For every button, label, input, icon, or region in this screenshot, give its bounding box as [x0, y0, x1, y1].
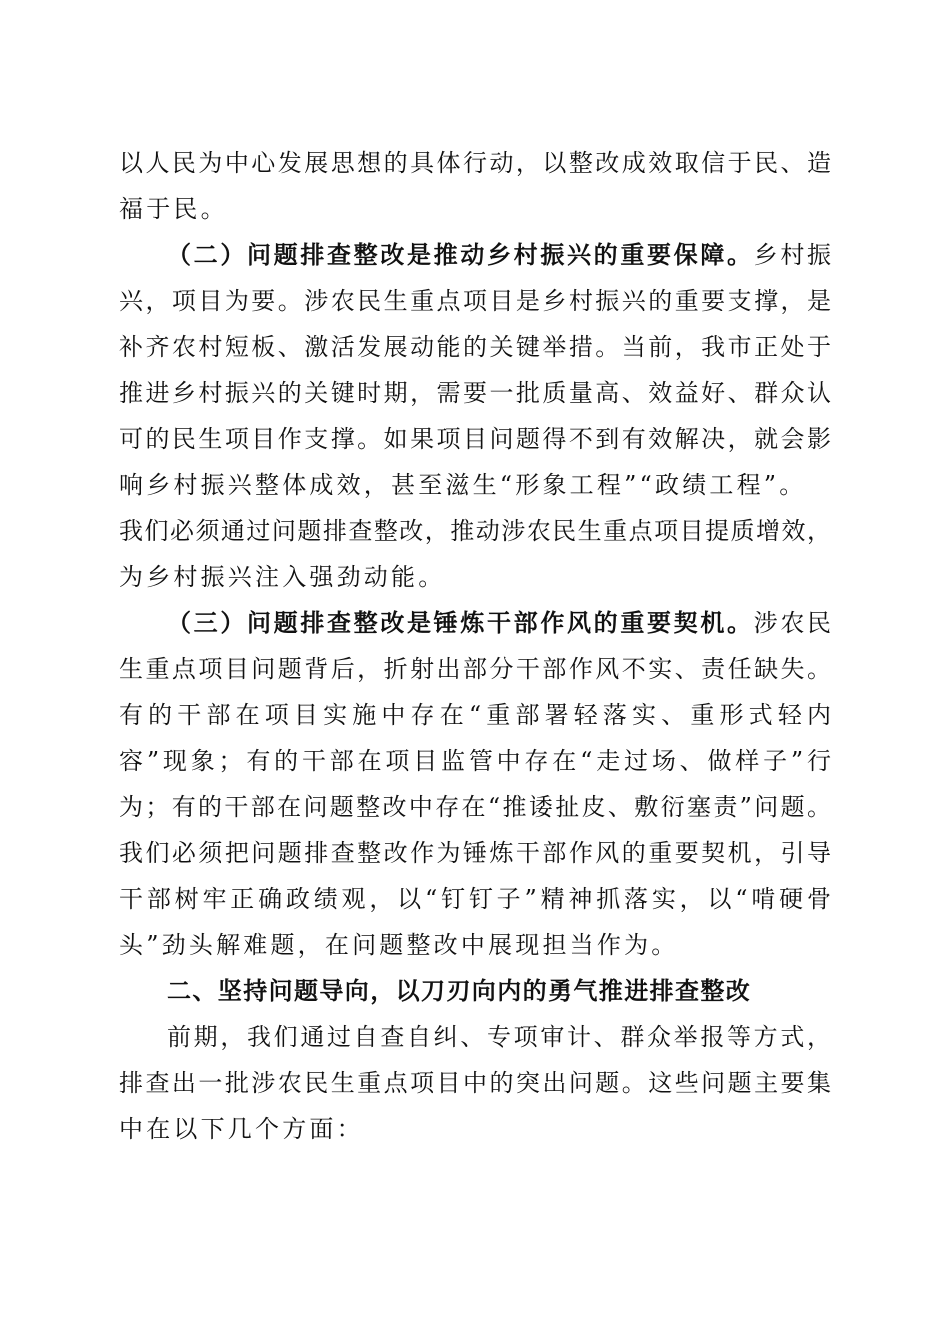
section-2-lead-rest: 乡村振 — [753, 241, 832, 269]
section-2-lead-bold: （二）问题排查整改是推动乡村振兴的重要保障。 — [167, 240, 754, 269]
paragraph-section-2 — [119, 232, 831, 600]
text-line: 推进乡村振兴的关键时期，需要一批质量高、效益好、群众认 — [119, 379, 831, 407]
text-line: 前期，我们通过自查自纠、专项审计、群众举报等方式， — [167, 1023, 831, 1051]
paragraph-continuation — [119, 140, 831, 232]
text-line: 我们必须通过问题排查整改，推动涉农民生重点项目提质增效， — [119, 517, 831, 545]
text-line: 容”现象；有的干部在项目监管中存在“走过场、做样子”行 — [119, 747, 831, 775]
text-line: 为乡村振兴注入强劲动能。 — [119, 563, 446, 591]
text-line: 有的干部在项目实施中存在“重部署轻落实、重形式轻内 — [119, 701, 831, 729]
text-line: 可的民生项目作支撑。如果项目问题得不到有效解决，就会影 — [119, 425, 831, 453]
text-line: 排查出一批涉农民生重点项目中的突出问题。这些问题主要集 — [119, 1069, 831, 1097]
text-line-lead — [119, 600, 831, 646]
document-body — [119, 140, 831, 1152]
text-line: 头”劲头解难题，在问题整改中展现担当作为。 — [119, 931, 679, 959]
paragraph-intro — [119, 1014, 831, 1152]
text-line: 补齐农村短板、激活发展动能的关键举措。当前，我市正处于 — [119, 333, 831, 361]
section-heading: 二、坚持问题导向，以刀刃向内的勇气推进排查整改 — [167, 977, 752, 1005]
text-line: 我们必须把问题排查整改作为锤炼干部作风的重要契机，引导 — [119, 839, 831, 867]
section-3-lead-rest: 涉农民 — [753, 609, 832, 637]
text-line: 兴，项目为要。涉农民生重点项目是乡村振兴的重要支撑，是 — [119, 287, 831, 315]
paragraph-section-3 — [119, 600, 831, 968]
text-line: 福于民。 — [119, 195, 228, 223]
section-3-lead-bold: （三）问题排查整改是锤炼干部作风的重要契机。 — [167, 608, 754, 637]
text-line: 以人民为中心发展思想的具体行动，以整改成效取信于民、造 — [119, 149, 831, 177]
text-line: 中在以下几个方面： — [119, 1115, 364, 1143]
text-line: 响乡村振兴整体成效，甚至滋生“形象工程”“政绩工程”。 — [119, 471, 807, 499]
text-line: 生重点项目问题背后，折射出部分干部作风不实、责任缺失。 — [119, 655, 831, 683]
text-line: 干部树牢正确政绩观，以“钉钉子”精神抓落实，以“啃硬骨 — [119, 885, 831, 913]
text-line-lead — [119, 232, 831, 278]
text-line: 为；有的干部在问题整改中存在“推诿扯皮、敷衍塞责”问题。 — [119, 793, 831, 821]
